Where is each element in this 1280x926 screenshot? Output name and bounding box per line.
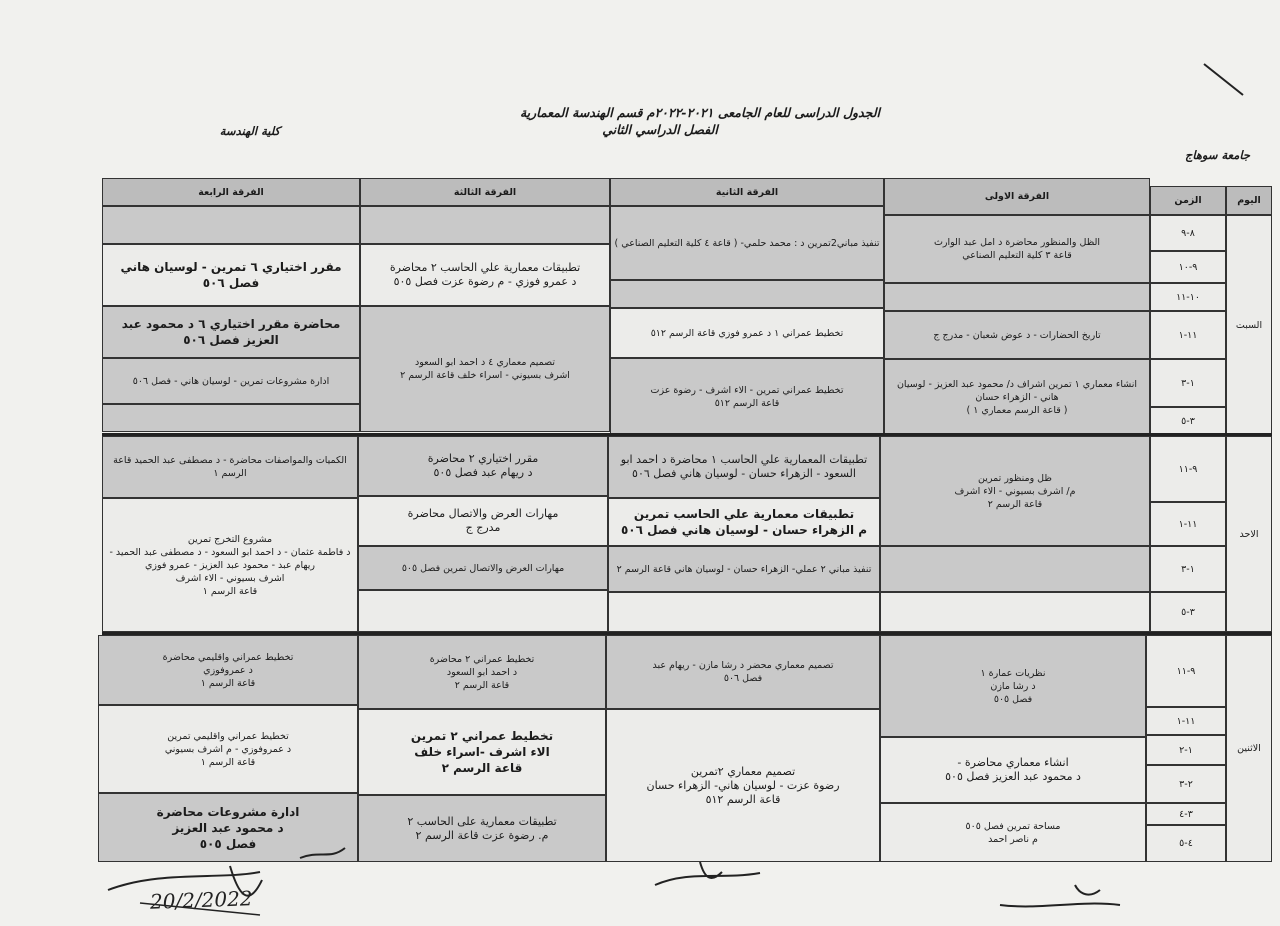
- class-cell: تطبيقات معمارية على الحاسب ٢ م. رضوة عزت قاعة الرسم ٢: [358, 795, 606, 862]
- class-cell: مشروع التخرج تمرين د فاطمة عثمان - د احمد ابو السعود - د مصطفى عبد الحميد - ريهام عبد - محمود عبد العزيز - عمرو فوزي اشرف بسيوني - الاء اشرف قاعة الرسم ١: [102, 498, 358, 632]
- time-slot: ٤-٥: [1146, 825, 1226, 862]
- col-header-year2: الفرقة الثانية: [610, 178, 884, 206]
- class-cell: الظل والمنظور محاضرة د امل عبد الوارث قاعة ٣ كلية التعليم الصناعي: [884, 215, 1150, 283]
- faculty-name: كلية الهندسة: [219, 124, 280, 138]
- time-slot: ٢-٣: [1146, 765, 1226, 803]
- class-cell: مقرر اختياري ٢ محاضرة د ريهام عبد فصل ٥٠٥: [358, 436, 608, 496]
- class-cell: تنفيذ مباني ٢ عملي- الزهراء حسان - لوسيان هاني قاعة الرسم ٢: [608, 546, 880, 592]
- class-cell: محاضرة مقرر اختياري ٦ د محمود عبد العزيز فصل ٥٠٦: [102, 306, 360, 358]
- time-slot: ١١-١: [1146, 707, 1226, 735]
- time-slot: ١-٣: [1150, 546, 1226, 592]
- time-slot: ١١-١: [1150, 311, 1226, 359]
- time-slot: ٩-١١: [1150, 436, 1226, 502]
- day-saturday: السبت: [1226, 215, 1272, 435]
- class-cell: الكميات والمواصفات محاضرة - د مصطفى عبد الحميد قاعة الرسم ١: [102, 436, 358, 498]
- time-slot: ٩-١٠: [1150, 251, 1226, 283]
- time-slot: ١-٣: [1150, 359, 1226, 407]
- class-cell: تخطيط عمراني ٢ محاضرة د احمد ابو السعود قاعة الرسم ٢: [358, 635, 606, 709]
- time-slot: ٨-٩: [1150, 215, 1226, 251]
- class-cell: تنفيذ مباني2تمرين د : محمد حلمي- ( قاعة ٤ كلية التعليم الصناعي ): [610, 206, 884, 280]
- university-name: جامعة سوهاج: [1184, 148, 1250, 162]
- class-cell: انشاء معماري محاضرة - د محمود عبد العزيز فصل ٥٠٥: [880, 737, 1146, 803]
- signature-date: 20/2/2022: [149, 886, 253, 914]
- time-slot: ٣-٥: [1150, 407, 1226, 435]
- day-sunday: الاحد: [1226, 436, 1272, 632]
- class-cell: تصميم معماري ٤ د احمد ابو السعود اشرف بسيوني - اسراء خلف قاعة الرسم ٢: [360, 306, 610, 432]
- class-cell: تخطيط عمراني تمرين - الاء اشرف - رضوة عزت قاعة الرسم ٥١٢: [610, 358, 884, 435]
- class-cell: تطبيقات المعمارية علي الحاسب ١ محاضرة د احمد ابو السعود - الزهراء حسان - لوسيان هاني فصل ٥٠٦: [608, 436, 880, 498]
- day-monday: الاثنين: [1226, 635, 1272, 862]
- class-cell: مهارات العرض والاتصال محاضرة مدرج ج: [358, 496, 608, 546]
- col-header-year3: الفرقة الثالثة: [360, 178, 610, 206]
- class-cell: ادارة مشروعات تمرين - لوسيان هاني - فصل ٥٠٦: [102, 358, 360, 404]
- col-header-time: الزمن: [1150, 186, 1226, 215]
- class-cell: تصميم معماري ٢تمرين رضوة عزت - لوسيان هاني- الزهراء حسان قاعة الرسم ٥١٢: [606, 709, 880, 862]
- time-slot: ٣-٥: [1150, 592, 1226, 632]
- class-cell: تخطيط عمراني واقليمي محاضرة د عمروفوزي قاعة الرسم ١: [98, 635, 358, 705]
- subtitle-line: الفصل الدراسي الثاني: [602, 122, 718, 137]
- col-header-year4: الفرقة الرابعة: [102, 178, 360, 206]
- col-header-day: اليوم: [1226, 186, 1272, 215]
- title-line: الجدول الدراسى للعام الجامعى ٢٠٢١-٢٠٢٢م قسم الهندسة المعمارية: [519, 105, 880, 120]
- time-slot: ٩-١١: [1146, 635, 1226, 707]
- class-cell: ظل ومنظور تمرين م/ اشرف بسيوني - الاء اشرف قاعة الرسم ٢: [880, 436, 1150, 546]
- class-cell: تاريخ الحضارات - د عوض شعبان - مدرج ج: [884, 311, 1150, 359]
- class-cell: مقرر اختياري ٦ تمرين - لوسيان هاني فصل ٥٠٦: [102, 244, 360, 306]
- class-cell: تخطيط عمراني ٢ تمرين الاء اشرف -اسراء خلف قاعة الرسم ٢: [358, 709, 606, 795]
- time-slot: ٣-٤: [1146, 803, 1226, 825]
- class-cell: تخطيط عمراني واقليمي تمرين د عمروفوزي - م اشرف بسيوني قاعة الرسم ١: [98, 705, 358, 793]
- class-cell: مهارات العرض والاتصال تمرين فصل ٥٠٥: [358, 546, 608, 590]
- col-header-year1: الفرقة الاولى: [884, 178, 1150, 215]
- class-cell: نظريات عمارة ١ د رشا مازن فصل ٥٠٥: [880, 635, 1146, 737]
- class-cell: تطبيقات معمارية علي الحاسب ٢ محاضرة د عمرو فوزي - م رضوة عزت فصل ٥٠٥: [360, 244, 610, 306]
- time-slot: ١١-١: [1150, 502, 1226, 546]
- class-cell: انشاء معماري ١ تمرين اشراف د/ محمود عبد العزيز - لوسيان هاني - الزهراء حسان ( قاعة الرسم معماري ١ ): [884, 359, 1150, 435]
- class-cell: ادارة مشروعات محاضرة د محمود عبد العزيز فصل ٥٠٥: [98, 793, 358, 862]
- class-cell: تصميم معماري محضر د رشا مازن - ريهام عبد فصل ٥٠٦: [606, 635, 880, 709]
- class-cell: تخطيط عمراني ١ د عمرو فوزي قاعة الرسم ٥١٢: [610, 308, 884, 358]
- class-cell: مساحة تمرين فصل ٥٠٥ م ناصر احمد: [880, 803, 1146, 862]
- class-cell: تطبيقات معمارية علي الحاسب تمرين م الزهراء حسان - لوسيان هاني فصل ٥٠٦: [608, 498, 880, 546]
- time-slot: ١٠-١١: [1150, 283, 1226, 311]
- time-slot: ١-٢: [1146, 735, 1226, 765]
